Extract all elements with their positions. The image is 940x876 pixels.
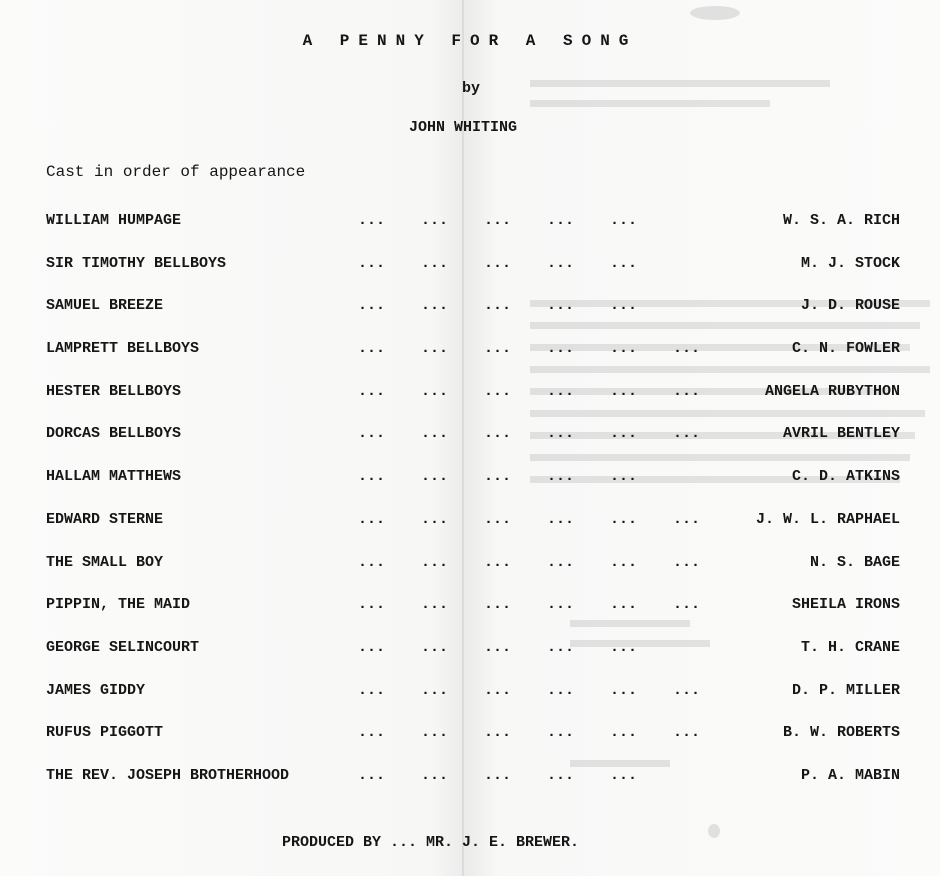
actor-name: N. S. BAGE xyxy=(809,553,900,571)
role-name: HESTER BELLBOYS xyxy=(46,382,182,400)
cast-row xyxy=(46,340,906,383)
role-name: THE SMALL BOY xyxy=(46,553,164,571)
cast-row xyxy=(46,682,906,725)
leader-dots: ... ... ... ... ... xyxy=(358,254,638,272)
role-name: PIPPIN, THE MAID xyxy=(46,596,191,614)
actor-name: W. S. A. RICH xyxy=(782,212,900,229)
role-name: GEORGE SELINCOURT xyxy=(46,638,200,656)
cast-row xyxy=(46,596,906,639)
leader-dots: ... ... ... ... ... ... xyxy=(358,382,701,400)
cast-row xyxy=(46,511,906,554)
actor-name: T. H. CRANE xyxy=(800,638,900,656)
actor-name: J. W. L. RAPHAEL xyxy=(755,510,900,528)
role-name: WILLIAM HUMPAGE xyxy=(46,212,182,229)
producer-credit: PRODUCED BY ... MR. J. E. BREWER. xyxy=(282,834,580,851)
leader-dots: ... ... ... ... ... xyxy=(358,468,638,486)
cast-row xyxy=(46,383,906,426)
actor-name: J. D. ROUSE xyxy=(800,297,900,315)
cast-row xyxy=(46,212,906,255)
cast-heading: Cast in order of appearance xyxy=(46,163,306,181)
leader-dots: ... ... ... ... ... ... xyxy=(358,596,701,614)
leader-dots: ... ... ... ... ... xyxy=(358,766,638,784)
role-name: RUFUS PIGGOTT xyxy=(46,724,164,742)
cast-row xyxy=(46,767,906,810)
role-name: EDWARD STERNE xyxy=(46,510,164,528)
play-title: A PENNY FOR A SONG xyxy=(302,32,638,50)
role-name: LAMPRETT BELLBOYS xyxy=(46,340,200,358)
cast-row xyxy=(46,255,906,298)
cast-row xyxy=(46,468,906,511)
actor-name: SHEILA IRONS xyxy=(791,596,900,614)
cast-row xyxy=(46,724,906,767)
actor-name: C. D. ATKINS xyxy=(791,468,900,486)
ink-smudge xyxy=(690,6,740,20)
role-name: SAMUEL BREEZE xyxy=(46,297,164,315)
cast-row xyxy=(46,554,906,597)
leader-dots: ... ... ... ... ... xyxy=(358,297,638,315)
cast-row xyxy=(46,297,906,340)
by-line: by xyxy=(462,80,481,97)
cast-row xyxy=(46,425,906,468)
actor-name: ANGELA RUBYTHON xyxy=(764,382,900,400)
actor-name: B. W. ROBERTS xyxy=(782,724,900,742)
leader-dots: ... ... ... ... ... ... xyxy=(358,553,701,571)
cast-row xyxy=(46,639,906,682)
leader-dots: ... ... ... ... ... ... xyxy=(358,425,701,443)
cast-list xyxy=(46,212,906,810)
ink-smudge xyxy=(708,824,720,838)
leader-dots: ... ... ... ... ... xyxy=(358,638,638,656)
role-name: DORCAS BELLBOYS xyxy=(46,425,182,443)
role-name: JAMES GIDDY xyxy=(46,681,146,699)
actor-name: AVRIL BENTLEY xyxy=(782,425,900,443)
actor-name: M. J. STOCK xyxy=(800,254,900,272)
leader-dots: ... ... ... ... ... xyxy=(358,212,638,229)
leader-dots: ... ... ... ... ... ... xyxy=(358,340,701,358)
actor-name: D. P. MILLER xyxy=(791,681,900,699)
role-name: HALLAM MATTHEWS xyxy=(46,468,182,486)
actor-name: P. A. MABIN xyxy=(800,766,900,784)
actor-name: C. N. FOWLER xyxy=(791,340,900,358)
leader-dots: ... ... ... ... ... ... xyxy=(358,510,701,528)
leader-dots: ... ... ... ... ... ... xyxy=(358,681,701,699)
author-name: JOHN WHITING xyxy=(409,119,518,136)
role-name: SIR TIMOTHY BELLBOYS xyxy=(46,254,227,272)
role-name: THE REV. JOSEPH BROTHERHOOD xyxy=(46,766,290,784)
leader-dots: ... ... ... ... ... ... xyxy=(358,724,701,742)
